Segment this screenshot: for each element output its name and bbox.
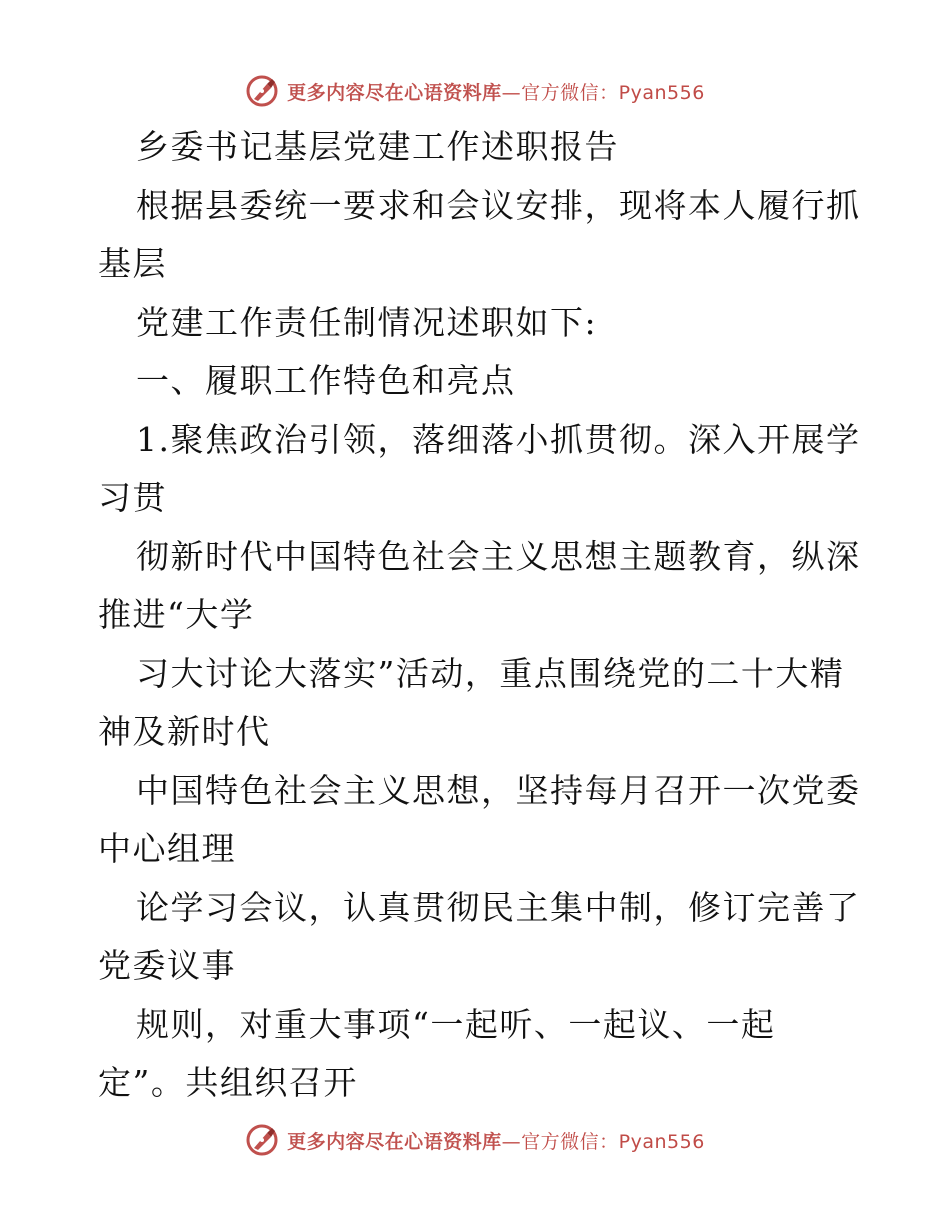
text-line: 论学习会议，认真贯彻民主集中制，修订完善了 [136, 887, 861, 927]
document-body [98, 118, 861, 1113]
document-title: 乡委书记基层党建工作述职报告 [136, 127, 619, 166]
text-line: 党委议事 [98, 946, 236, 985]
watermark-text [287, 78, 705, 105]
text-line: 根据县委统一要求和会议安排，现将本人履行抓 [136, 185, 861, 225]
watermark-text [287, 1127, 705, 1154]
text-line: 党建工作责任制情况述职如下: [136, 302, 598, 342]
text-line: 一、履职工作特色和亮点 [136, 361, 516, 400]
text-line: 习大讨论大落实”活动，重点围绕党的二十大精 [136, 653, 845, 693]
watermark-sub: —官方微信：Pyan556 [501, 81, 705, 104]
text-line: 中心组理 [98, 829, 236, 868]
text-line: 彻新时代中国特色社会主义思想主题教育，纵深 [136, 536, 861, 576]
text-line: 神及新时代 [98, 712, 271, 751]
red-fountain-pen-logo-icon [245, 1123, 279, 1157]
text-line: 习贯 [98, 478, 167, 517]
watermark-main: 更多内容尽在心语资料库 [287, 81, 502, 104]
footer-watermark [0, 1120, 950, 1160]
text-line: 1.聚焦政治引领，落细落小抓贯彻。深入开展学 [136, 419, 861, 459]
text-line: 推进“大学 [98, 595, 255, 634]
watermark-main: 更多内容尽在心语资料库 [287, 1130, 502, 1153]
text-line: 规则，对重大事项“一起听、一起议、一起 [136, 1004, 776, 1044]
text-line: 中国特色社会主义思想，坚持每月召开一次党委 [136, 770, 861, 810]
red-fountain-pen-logo-icon [245, 74, 279, 108]
header-watermark [0, 71, 950, 111]
text-line: 定”。共组织召开 [98, 1063, 358, 1102]
text-line: 基层 [98, 244, 167, 283]
watermark-sub: —官方微信：Pyan556 [501, 1130, 705, 1153]
